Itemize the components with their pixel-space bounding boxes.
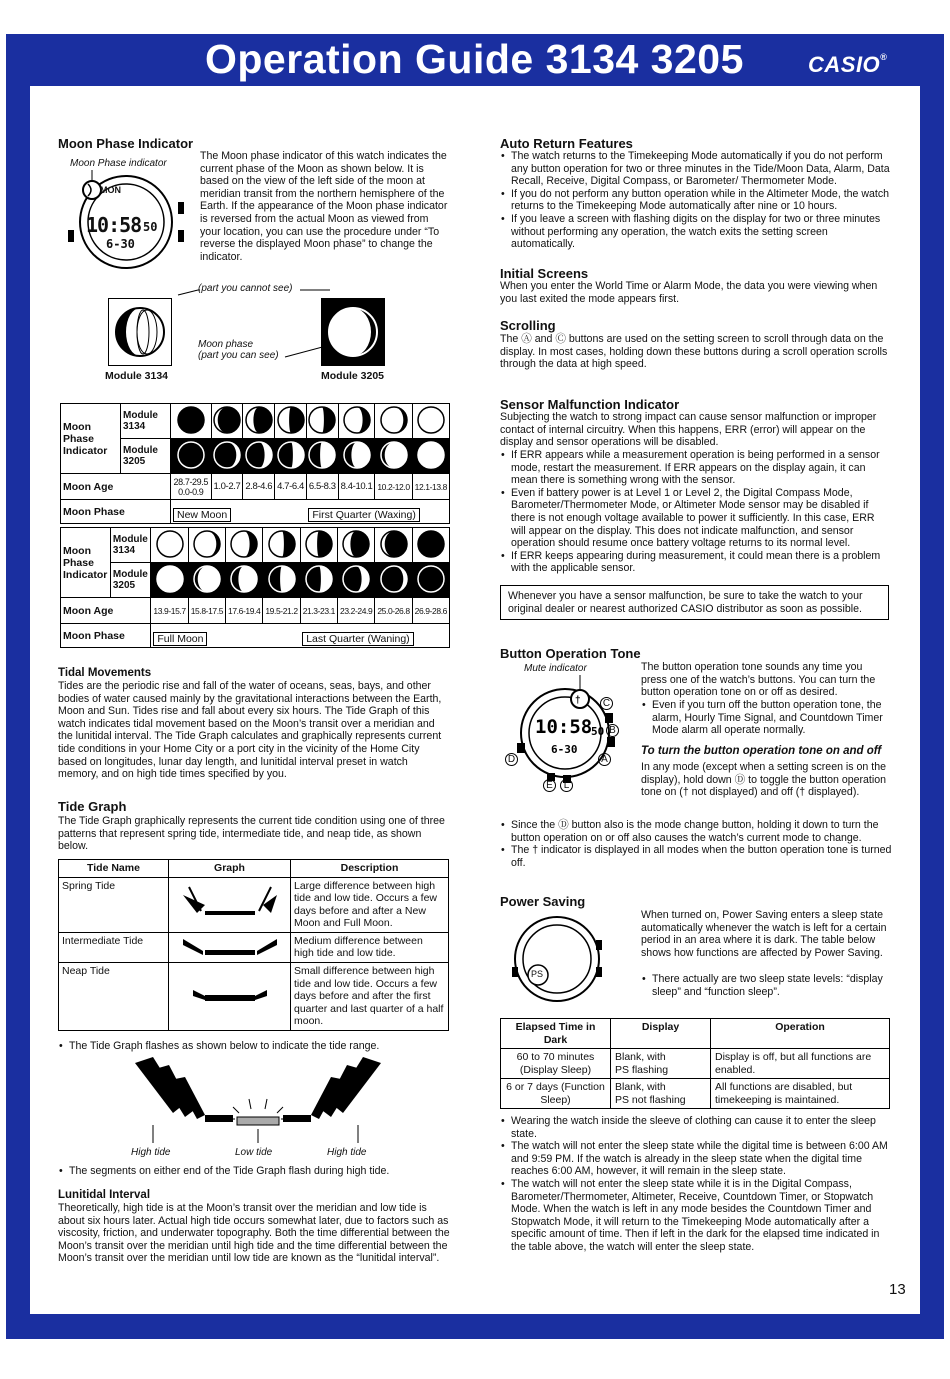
tide-graph-neap bbox=[169, 963, 291, 1031]
button-tone-list-2 bbox=[500, 819, 892, 869]
tidal-body: Tides are the periodic rise and fall of the water of oceans, seas, bays, and other bodies of water caused mainly by the gravitational interactions between the Earth, Moon and Sun. Tides rise and fall about every six hours. The Tide Graph of this watch indicates tidal movement based on the Moon’s transit over a meridian and the lunitidal interval. The Tide Graph calculates and graphically represents current tide conditions in your Home City or a port city in the vicinity of the Home City based on longitudes, lunar day length, and lunitidal interval preset in watch memory, and on high tide times specified by you. bbox=[58, 680, 442, 781]
ps-row-display bbox=[611, 1079, 711, 1109]
watch-mode-text: MON bbox=[100, 185, 121, 195]
mp2-module-a: Module 3134 bbox=[110, 528, 151, 563]
tide-col-desc: Description bbox=[291, 860, 449, 878]
moon-icon bbox=[275, 404, 307, 439]
power-saving-list-2 bbox=[500, 1115, 892, 1254]
moon-icon bbox=[275, 439, 307, 474]
moon-age: 13.9-15.7 bbox=[151, 598, 188, 624]
moon-icon bbox=[151, 563, 188, 598]
button-c[interactable]: C bbox=[600, 697, 613, 710]
sensor-body: Subjecting the watch to strong impact can cause sensor malfunction or improper contact of internal circuitry. When this happens, ERR (error) will appear on the display and sensor operations will be disabled. bbox=[500, 411, 877, 449]
button-tone-item: • Even if you turn off the button operation tone, the alarm, Hourly Time Signal, and Countdown Timer Mode alarm all operate normally. bbox=[641, 699, 891, 737]
lunitidal-body: Theoretically, high tide is at the Moon’s transit over the meridian and low tide is about six hours later. Actual high tide occurs somewhat later, due to factors such as viscosity, friction, and underwater topography. Both the time differential between the Moon’s transit over the meridian until high tide and the time differential between the Moon’s transit over the meridian until low tide are known as the “lunitidal interval”. bbox=[58, 1202, 450, 1265]
moon-age: 8.4-10.1 bbox=[338, 474, 375, 500]
moon-icon bbox=[171, 404, 212, 439]
low-tide-label: Low tide bbox=[235, 1147, 273, 1158]
moon-icon bbox=[300, 528, 337, 563]
moon-age: 17.6-19.4 bbox=[226, 598, 263, 624]
tide-flash-note: • The Tide Graph flashes as shown below to indicate the tide range. bbox=[58, 1040, 450, 1053]
moon-icon bbox=[375, 439, 412, 474]
tide-graph-heading: Tide Graph bbox=[58, 799, 127, 814]
ps-icon-label: PS bbox=[531, 969, 544, 979]
button-tone-body: The button operation tone sounds any time you press one of the watch’s buttons. You can turn the button operation tone on or off as desired. bbox=[641, 661, 876, 699]
sensor-item: • Even if battery power is at Level 1 or Level 2, the Digital Compass Mode, Barometer/Thermometer Mode, or Altimeter Mode sensor may be disabled if there is not enough voltage available to power it sufficiently. In this case, ERR will appear on the display. This does not indicate malfunction, and sensor operation should resume once battery voltage returns to its normal level. bbox=[500, 487, 892, 550]
button-tone-subheading: To turn the button operation tone on and off bbox=[641, 745, 882, 757]
mp1-phase-new: New Moon bbox=[173, 508, 231, 522]
ps-row-elapsed: 6 or 7 days (Function Sleep) bbox=[501, 1079, 611, 1109]
mp2-age-label: Moon Age bbox=[61, 598, 151, 624]
tide-segments-note: • The segments on either end of the Tide Graph flash during high tide. bbox=[58, 1165, 450, 1178]
power-saving-body: When turned on, Power Saving enters a sleep state automatically whenever the watch is left for a certain period in an area where it is dark. The table below shows how functions are affected by Power Saving. bbox=[641, 909, 887, 959]
mp2-phase-last: Last Quarter (Waning) bbox=[302, 632, 413, 646]
moon-age: 10.2-12.0 bbox=[375, 474, 412, 500]
can-see-label-2: (part you can see) bbox=[198, 350, 279, 361]
button-tone-list-1 bbox=[641, 699, 891, 737]
ps-display-a: Blank, with bbox=[615, 1081, 666, 1093]
moon-phase-heading: Moon Phase Indicator bbox=[58, 136, 194, 151]
ps-col-elapsed: Elapsed Time in Dark bbox=[501, 1019, 611, 1049]
moon-icon bbox=[243, 404, 275, 439]
ps-col-operation: Operation bbox=[711, 1019, 890, 1049]
moon-age: 15.8-17.5 bbox=[188, 598, 225, 624]
tide-graph-intermediate bbox=[169, 932, 291, 963]
tide-row-name: Intermediate Tide bbox=[59, 932, 169, 963]
mp1-row-label: Moon Phase Indicator bbox=[61, 404, 121, 474]
tide-graph-spring bbox=[169, 877, 291, 932]
tide-row-desc: Large difference between high tide and low tide. Occurs a few days before and after a New Moon and Full Moon. bbox=[291, 877, 449, 932]
button-l[interactable]: L bbox=[560, 779, 573, 792]
svg-text:†: † bbox=[575, 695, 581, 706]
moon-age: 1.0-2.7 bbox=[211, 474, 243, 500]
module-3205-label: Module 3205 bbox=[321, 370, 385, 382]
watch-time: 10:58 bbox=[86, 213, 142, 237]
moon-icon bbox=[375, 404, 412, 439]
moon-age: 23.2-24.9 bbox=[338, 598, 375, 624]
moon-icon bbox=[263, 563, 300, 598]
cannot-see-label: (part you cannot see) bbox=[198, 283, 293, 294]
tide-graph-body: The Tide Graph graphically represents the current tide condition using one of three patterns that represent spring tide, intermediate tide, and neap tide, as shown below. bbox=[58, 815, 445, 853]
power-saving-table bbox=[500, 1018, 890, 1109]
mp1-module-a: Module 3134 bbox=[121, 404, 171, 439]
scrolling-body: The Ⓐ and Ⓒ buttons are used on the setting screen to scroll through data on the display. In most cases, holding down these buttons during a scroll operation scrolls through the data at high speed. bbox=[500, 333, 888, 371]
svg-text:10:58: 10:58 bbox=[535, 716, 593, 738]
moon-icon bbox=[338, 439, 375, 474]
ps-display-a: Blank, with bbox=[615, 1051, 666, 1063]
tide-flash-list bbox=[58, 1040, 450, 1053]
moon-age: 4.7-6.4 bbox=[275, 474, 307, 500]
moon-icon bbox=[412, 528, 449, 563]
ps-col-display: Display bbox=[611, 1019, 711, 1049]
auto-return-item: • If you do not perform any button operation while in the Altimeter Mode, the watch returns to the Timekeeping Mode automatically after nine or 10 hours. bbox=[500, 188, 892, 213]
mp2-phase-full: Full Moon bbox=[153, 632, 207, 646]
mp1-phase-first: First Quarter (Waxing) bbox=[308, 508, 419, 522]
power-saving-list-1 bbox=[641, 973, 891, 998]
tide-table bbox=[58, 859, 449, 1031]
moon-indicator-caption: Moon Phase indicator bbox=[70, 158, 167, 169]
button-b[interactable]: B bbox=[606, 724, 619, 737]
mp2-row-label: Moon Phase Indicator bbox=[61, 528, 111, 598]
auto-return-item: • If you leave a screen with flashing digits on the display for two or three minutes without performing any operation, the watch exits the setting screen automatically. bbox=[500, 213, 892, 251]
moon-icon bbox=[375, 528, 412, 563]
moon-age: 2.8-4.6 bbox=[243, 474, 275, 500]
moon-icon bbox=[171, 439, 212, 474]
brand-logo bbox=[808, 52, 887, 78]
page-number: 13 bbox=[889, 1281, 906, 1298]
moon-age: 28.7-29.5 0.0-0.9 bbox=[171, 474, 212, 500]
sensor-heading: Sensor Malfunction Indicator bbox=[500, 397, 680, 412]
button-tone-heading: Button Operation Tone bbox=[500, 646, 641, 661]
moon-icon bbox=[188, 563, 225, 598]
initial-body: When you enter the World Time or Alarm Mode, the data you were viewing when you last exited the mode appears first. bbox=[500, 280, 878, 305]
moon-phase-table-1 bbox=[60, 403, 450, 524]
tide-row-desc: Small difference between high tide and low tide. Occurs a few days before and after the first quarter and last quarter of a half moon. bbox=[291, 963, 449, 1031]
tide-row-name: Spring Tide bbox=[59, 877, 169, 932]
mute-caption: Mute indicator bbox=[524, 663, 587, 674]
moon-age: 25.0-26.8 bbox=[375, 598, 412, 624]
mp1-module-b: Module 3205 bbox=[121, 439, 171, 474]
module-3205-moon bbox=[321, 298, 385, 366]
moon-icon bbox=[188, 528, 225, 563]
mp1-age-label: Moon Age bbox=[61, 474, 171, 500]
moon-icon bbox=[375, 563, 412, 598]
tide-segments-list bbox=[58, 1165, 450, 1178]
sensor-item: • If ERR appears while a measurement operation is being performed in a sensor mode, restart the measurement. If ERR appears on the display again, it can mean there is something wrong with the sensor. bbox=[500, 449, 892, 487]
sensor-item: • If ERR keeps appearing during measurement, it could mean there is a problem with the applicable sensor. bbox=[500, 550, 892, 575]
high-tide-left: High tide bbox=[131, 1147, 171, 1158]
auto-return-list bbox=[500, 150, 892, 251]
scrolling-heading: Scrolling bbox=[500, 318, 556, 333]
power-saving-item: • The watch will not enter the sleep state while the digital time is between 6:00 AM and 9:59 PM. If the watch is already in the sleep state when the digital time reaches 6:00 AM, however, it will remain in the sleep state. bbox=[500, 1140, 892, 1178]
page-title: Operation Guide 3134 3205 bbox=[205, 36, 744, 82]
watch-seconds: 50 bbox=[143, 220, 158, 234]
power-saving-heading: Power Saving bbox=[500, 894, 586, 909]
moon-icon bbox=[263, 528, 300, 563]
moon-age: 12.1-13.8 bbox=[412, 474, 449, 500]
ps-row-operation: Display is off, but all functions are enabled. bbox=[711, 1049, 890, 1079]
mp2-phase-label: Moon Phase bbox=[61, 624, 151, 648]
initial-heading: Initial Screens bbox=[500, 266, 589, 281]
can-see-label-1: Moon phase bbox=[198, 339, 254, 350]
moon-icon bbox=[226, 563, 263, 598]
moon-age: 19.5-21.2 bbox=[263, 598, 300, 624]
mp2-module-b: Module 3205 bbox=[110, 563, 151, 598]
module-3134-label: Module 3134 bbox=[105, 370, 169, 382]
svg-text:50: 50 bbox=[591, 725, 605, 738]
button-d[interactable]: D bbox=[505, 753, 518, 766]
button-tone-item: • The † indicator is displayed in all modes when the button operation tone is turned off. bbox=[500, 844, 892, 869]
moon-age: 6.5-8.3 bbox=[306, 474, 338, 500]
sensor-list bbox=[500, 449, 892, 575]
tide-col-name: Tide Name bbox=[59, 860, 169, 878]
moon-icon bbox=[151, 528, 188, 563]
moon-age: 26.9-28.6 bbox=[412, 598, 449, 624]
moon-icon bbox=[211, 404, 243, 439]
auto-return-heading: Auto Return Features bbox=[500, 136, 633, 151]
tide-row-name: Neap Tide bbox=[59, 963, 169, 1031]
tide-flash-illustration bbox=[133, 1055, 383, 1150]
brand-name: CASIO bbox=[808, 52, 881, 77]
moon-icon bbox=[412, 563, 449, 598]
moon-icon bbox=[226, 528, 263, 563]
ps-display-b: PS flashing bbox=[615, 1063, 669, 1076]
ps-row-display bbox=[611, 1049, 711, 1079]
moon-icon bbox=[338, 563, 375, 598]
high-tide-right: High tide bbox=[327, 1147, 367, 1158]
button-tone-procedure: In any mode (except when a setting screen is on the display), hold down Ⓓ to toggle the button operation tone on († not displayed) and off († displayed). bbox=[641, 761, 886, 799]
moon-icon bbox=[211, 439, 243, 474]
brand-reg: ® bbox=[880, 52, 888, 62]
power-saving-watch bbox=[510, 912, 605, 1007]
moon-icon bbox=[338, 404, 375, 439]
power-saving-item: • Wearing the watch inside the sleeve of clothing can cause it to enter the sleep state. bbox=[500, 1115, 892, 1140]
moon-icon bbox=[306, 439, 338, 474]
ps-row-elapsed: 60 to 70 minutes (Display Sleep) bbox=[501, 1049, 611, 1079]
sensor-note: Whenever you have a sensor malfunction, be sure to take the watch to your original dealer or nearest authorized CASIO distributor as soon as possible. bbox=[500, 585, 889, 620]
moon-age: 21.3-23.1 bbox=[300, 598, 337, 624]
mp1-phase-label: Moon Phase bbox=[61, 500, 171, 524]
moon-icon bbox=[300, 563, 337, 598]
lunitidal-heading: Lunitidal Interval bbox=[58, 1189, 151, 1201]
button-a[interactable]: A bbox=[598, 753, 611, 766]
tide-col-graph: Graph bbox=[169, 860, 291, 878]
watch-date: 6-30 bbox=[106, 237, 135, 251]
svg-text:6-30: 6-30 bbox=[551, 743, 578, 756]
tide-row-desc: Medium difference between high tide and low tide. bbox=[291, 932, 449, 963]
ps-display-b: PS not flashing bbox=[615, 1093, 686, 1106]
moon-icon bbox=[412, 439, 449, 474]
button-e[interactable]: E bbox=[543, 779, 556, 792]
power-saving-item: • The watch will not enter the sleep state while it is in the Digital Compass, Barometer/Thermometer, Altimeter, Receive, Countdown Timer, or Stopwatch Mode. When the watch is left in any mode besides the Countdown Timer and Stopwatch Mode, it will return to the Timekeeping Mode automatically after a specific amount of time. Then if left in the dark for the elapsed time indicated in the table above, the watch will enter the sleep state. bbox=[500, 1178, 892, 1254]
ps-row-operation: All functions are disabled, but timekeeping is maintained. bbox=[711, 1079, 890, 1109]
auto-return-item: • The watch returns to the Timekeeping Mode automatically if you do not perform any button operation for two or three minutes in the Tide/Moon Data, Alarm, Data Recall, Receive, Digital Compass, or Barometer/ Thermometer Mode. bbox=[500, 150, 892, 188]
moon-icon bbox=[412, 404, 449, 439]
button-tone-item: • Since the Ⓓ button also is the mode change button, holding it down to turn the button operation on or off also causes the watch’s current mode to change. bbox=[500, 819, 892, 844]
moon-phase-body: The Moon phase indicator of this watch indicates the current phase of the Moon as shown below. It is based on the view of the left side of the moon at meridian transit from the northern hemisphere of the Earth. If the appearance of the Moon phase indicator is reversed from the actual Moon as viewed from your location, you can use the procedure under “To reverse the displayed Moon phase” to change the indicator. bbox=[200, 150, 448, 263]
moon-icon bbox=[243, 439, 275, 474]
moon-phase-table-2 bbox=[60, 527, 450, 648]
tidal-heading: Tidal Movements bbox=[58, 667, 152, 679]
moon-icon bbox=[338, 528, 375, 563]
power-saving-item: • There actually are two sleep state levels: “display sleep” and “function sleep”. bbox=[641, 973, 891, 998]
moon-icon bbox=[306, 404, 338, 439]
